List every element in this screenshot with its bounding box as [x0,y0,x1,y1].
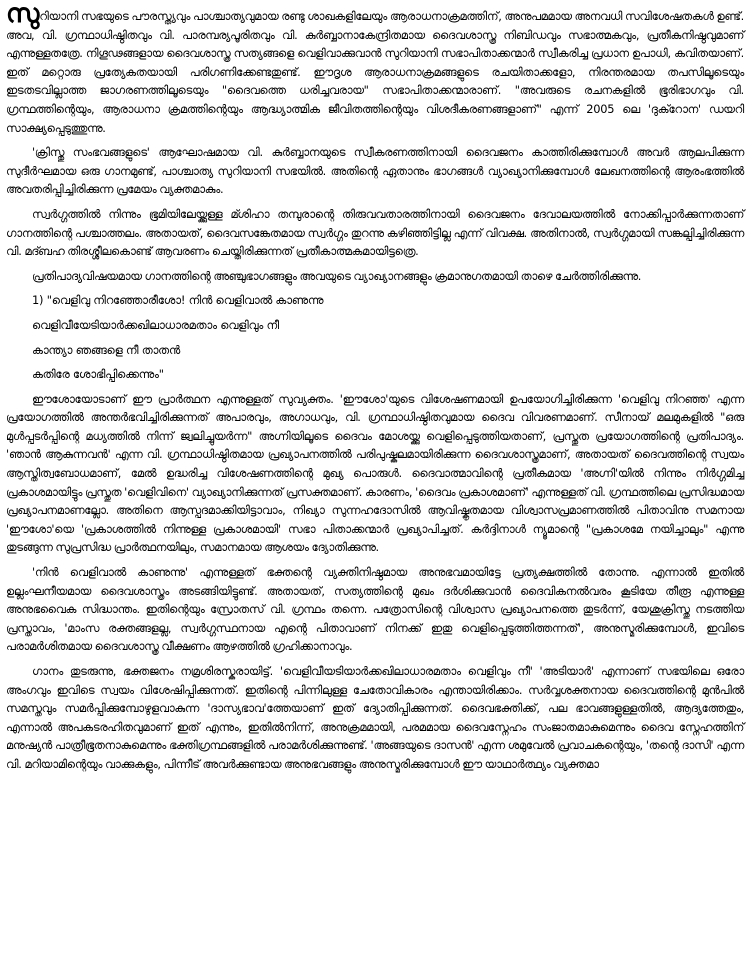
verse-block [6,291,744,383]
drop-cap: സു [6,0,40,29]
paragraph-text: റിയാനി സഭയുടെ പൗരസ്ത്യവും പാശ്ചാത്യവുമായ രണ്ടു ശാഖകളിലേയും ആരാധനാക്രമത്തിന്, അനുപമമായ അനവധി സവിശേഷതകൾ ഉണ്ട്. അവ, വി. ഗ്രന്ഥാധിഷ്ഠിതവും വി. പാരമ്പര്യപൂരിതവും വി. കുർബ്ബാനാകേന്ദ്രിതമായ ദൈവശാസ്ത്ര നിബിഡവും സഭാത്മകവും, പ്രതീകനിഷ്ഠവുമാണ് എന്നുള്ളതത്രേ. നിഗൂഢങ്ങളായ ദൈവശാസ്ത്ര സത്യങ്ങളെ വെളിവാക്കുവാൻ സുറിയാനി സഭാപിതാക്കന്മാർ സ്വീകരിച്ച പ്രധാന ഉപാധി, കവിതയാണ്. ഇത് മറ്റൊരു പ്രത്യേകതയായി പരിഗണിക്കേണ്ടതുണ്ട്. ഈദൃശ ആരാധനാക്രമങ്ങളുടെ രചയിതാക്കളോ, നിരന്തരമായ തപസിലൂടെയും ഇടതടവില്ലാത്ത ജാഗരണത്തിലൂടെയും "ദൈവത്തെ ധരിച്ചവരായ" സഭാപിതാക്കന്മാരാണ്. "അവരുടെ രചനകളിൽ ഭൂരിഭാഗവും വി. ഗ്രന്ഥത്തിന്റെയും, ആരാധനാ ക്രമത്തിന്റെയും ആദ്ധ്യാത്മിക ജീവിതത്തിന്റെയും വിശദീകരണങ്ങളാണ്" എന്ന് 2005 ലെ 'ദുക്റോന' ഡയറി സാക്ഷ്യപ്പെടുത്തുന്നു. [6,9,744,135]
paragraph-7: ഗാനം തുടരുന്നു, ഭക്തജനം നമ്രശിരസ്കരായിട്ട്. 'വെളിവീയടിയാർക്കഖിലാധാരമതാം വെളിവും നീ' 'അടിയാർ' എന്നാണ് സഭയിലെ ഒരോ അംഗവും ഇവിടെ സ്വയം വിശേഷിപ്പിക്കുന്നത്. ഇതിന്റെ പിന്നിലുള്ള ചേതോവികാരം എന്തായിരിക്കാം. സർവ്വശക്തനായ ദൈവത്തിന്റെ മുൻപിൽ സമസ്തവും സമർപ്പിക്കുമ്പോഴുളവാകുന്ന 'ദാസ്യഭാവ'ത്തേയാണ് ഇത് ദ്യോതിപ്പിക്കുന്നത്. ദൈവഭക്തിക്ക്, പല ഭാവങ്ങളുള്ളതിൽ, ആദ്യത്തേതും, എന്നാൽ അപകടരഹിതവുമാണ് ഇത് എന്നും, ഇതിൽനിന്ന്, അനുക്രമമായി, പരമമായ ദൈവസ്നേഹം സംജാതമാകുമെന്നും ദൈവ സ്നേഹത്തിന് മനുഷ്യൻ പാത്രീഭൂതനാകുമെന്നും ഭക്തിഗ്രന്ഥങ്ങളിൽ പരാമർശിക്കുന്നുണ്ട്. 'അങ്ങയുടെ ദാസൻ' എന്ന ശമുവേൽ പ്രവാചകന്റെയും, 'തന്റെ ദാസി' എന്ന വി. മറിയാമിന്റെയും വാക്കുകളും, പിന്നീട് അവർക്കുണ്ടായ അനുഭവങ്ങളും അനുസ്മരിക്കുമ്പോൾ ഈ യാഥാർത്ഥ്യം വ്യക്തമാ [6,664,744,771]
verse-line-4: കതിരേ ശോഭിപ്പിക്കെന്നും" [32,367,164,382]
verse-line-3: കാന്ത്യാ ഞങ്ങളെ നീ താതൻ [32,342,180,357]
paragraph-3: സ്വർഗ്ഗത്തിൽ നിന്നും ഭൂമിയിലേയ്ക്കുള്ള മ്ശിഹാ തമ്പുരാന്റെ തിരുവവതാരത്തിനായി ദൈവജനം ദേവാലയത്തിൽ നോക്കിപ്പാർക്കുന്നതാണ് ഗാനത്തിന്റെ പശ്ചാത്തലം. അതായത്, ദൈവസങ്കേതമായ സ്വർഗ്ഗം തുറന്നു കഴിഞ്ഞിട്ടില്ല എന്ന് വിവക്ഷ. അതിനാൽ, സ്വർഗ്ഗമായി സങ്കല്പിച്ചിരിക്കുന്ന വി. മദ്ബഹ തിരശ്ശീലകൊണ്ട് ആവരണം ചെയ്തിരിക്കുന്നത് പ്രതീകാത്മകമായിട്ടത്രെ. [6,206,744,259]
verse-line-1: 1) "വെളിവു നിറഞ്ഞോരീശോ! നിൻ വെളിവാൽ കാണുന്നു [32,293,324,308]
paragraph-5: ഈശോയോടാണ് ഈ പ്രാർത്ഥന എന്നുള്ളത് സുവ്യക്തം. 'ഈശോ'യുടെ വിശേഷണമായി ഉപയോഗിച്ചിരിക്കുന്ന 'വെളിവു നിറഞ്ഞ' എന്ന പ്രയോഗത്തിൽ അന്തർഭവിച്ചിരിക്കുന്നത് അപാരവും, അഗാധവും, വി. ഗ്രന്ഥാധിഷ്ഠിതവുമായ ദൈവ വിവരണമാണ്. സീനായ് മലമുകളിൽ "ഒരു മുൾപ്പടർപ്പിന്റെ മധ്യത്തിൽ നിന്ന് ജ്വലിച്ചുയർന്ന" അഗ്നിയിലൂടെ ദൈവം മോശയ്ക്കു വെളിപ്പെടുത്തിയതാണ്, പ്രസ്തുത പ്രയോഗത്തിന്റെ പ്രതിപാദ്യം. 'ഞാൻ ആകുന്നവൻ' എന്ന വി. ഗ്രന്ഥാധിഷ്ഠിതമായ പ്രഖ്യാപനത്തിൽ പരിപുഷ്കലമായിരിക്കുന്ന ദൈവശാസ്ത്രമാണ്, അതായത് ദൈവത്തിന്റെ സ്വയം ആസ്തിത്വബോധമാണ്, മേൽ ഉദ്ധരിച്ച വിശേഷണത്തിന്റെ മുഖ്യ പൊരുൾ. ദൈവാത്മാവിന്റെ പ്രതീകമായ 'അഗ്നി'യിൽ നിന്നും നിർഗ്ഗമിച്ച പ്രകാശമായിട്ടും പ്രസ്തുത 'വെളിവിനെ' വ്യാഖ്യാനിക്കുന്നത് പ്രസക്തമാണ്. കാരണം, 'ദൈവം പ്രകാശമാണ്' എന്നുള്ളത് വി. ഗ്രന്ഥത്തിലെ പ്രസിദ്ധമായ പ്രഖ്യാപനമാണല്ലോ. അതിനെ ആസ്പദമാക്കിയിട്ടാവാം, നിഖ്യാ സുന്നഹദോസിൽ ആവിഷ്കൃതമായ വിശ്വാസപ്രമാണത്തിൽ പിതാവിനു സമനായ 'ഈശോ'യെ 'പ്രകാശത്തിൽ നിന്നുള്ള പ്രകാശമായി' സഭാ പിതാക്കന്മാർ പ്രഖ്യാപിച്ചത്. കർദ്ദിനാൾ ന്യൂമാന്റെ "പ്രകാശമേ നയിച്ചാലും" എന്നു തുടങ്ങുന്ന സുപ്രസിദ്ധ പ്രാർത്ഥനയിലും, സമാനമായ ആശയം ദ്യോതിക്കുന്നു. [6,391,744,555]
paragraph-2: 'ക്രിസ്തു സംഭവങ്ങളുടെ' ആഘോഷമായ വി. കുർബ്ബാനയുടെ സ്വീകരണത്തിനായി ദൈവജനം കാത്തിരിക്കുമ്പോൾ അവർ ആലപിക്കുന്ന സുദീർഘമായ ഒരു ഗാനമുണ്ട്, പാശ്ചാത്യ സുറിയാനി സഭയിൽ. അതിന്റെ ഏതാനും ഭാഗങ്ങൾ വ്യാഖ്യാനിക്കുമ്പോൾ ലേഖനത്തിന്റെ ആരംഭത്തിൽ അവതരിപ്പിച്ചിരിക്കുന്ന പ്രമേയം വ്യക്തമാകും. [6,145,744,197]
paragraph-intro [6,0,744,137]
paragraph-4: പ്രതിപാദ്യവിഷയമായ ഗാനത്തിന്റെ അഞ്ചുഭാഗങ്ങളും അവയുടെ വ്യാഖ്യാനങ്ങളും ക്രമാനുഗതമായി താഴെ ചേർത്തിരിക്കുന്നു. [32,268,642,283]
verse-line-2: വെളിവീയേടിയാർക്കഖിലാധാരമതാം വെളിവും നീ [32,317,279,332]
paragraph-6: 'നിൻ വെളിവാൽ കാണുന്നു' എന്നുള്ളത് ഭക്തന്റെ വ്യക്തിനിഷ്ഠമായ അനുഭവമായിട്ടേ പ്രത്യക്ഷത്തിൽ തോന്നു. എന്നാൽ ഇതിൽ ഉല്ലംഘനീയമായ ദൈവശാസ്ത്രം അടങ്ങിയിട്ടുണ്ട്. അതായത്, സത്യത്തിന്റെ മുഖം ദർശിക്കുവാൻ ദൈവികനൽവരം കൂടിയേ തീരൂ എന്നുള്ള അനുഭവൈക സിദ്ധാന്തം. ഇതിന്റെയും സ്രോതസ് വി. ഗ്രന്ഥം തന്നെ. പത്രോസിന്റെ വിശ്വാസ പ്രഖ്യാപനത്തെ തുടർന്ന്, യേശുക്രിസ്തു നടത്തിയ പ്രസ്താവം, 'മാംസ രക്തങ്ങളല്ല, സ്വർഗ്ഗസ്ഥനായ എന്റെ പിതാവാണ് നിനക്ക് ഇതു വെളിപ്പെടുത്തിത്തന്നത്', അനുസ്മരിക്കുമ്പോൾ, ഇവിടെ പരാമർശിതമായ ദൈവശാസ്ത്ര വീക്ഷണം ആഴത്തിൽ ഗ്രഹിക്കാനാവും. [6,565,744,654]
